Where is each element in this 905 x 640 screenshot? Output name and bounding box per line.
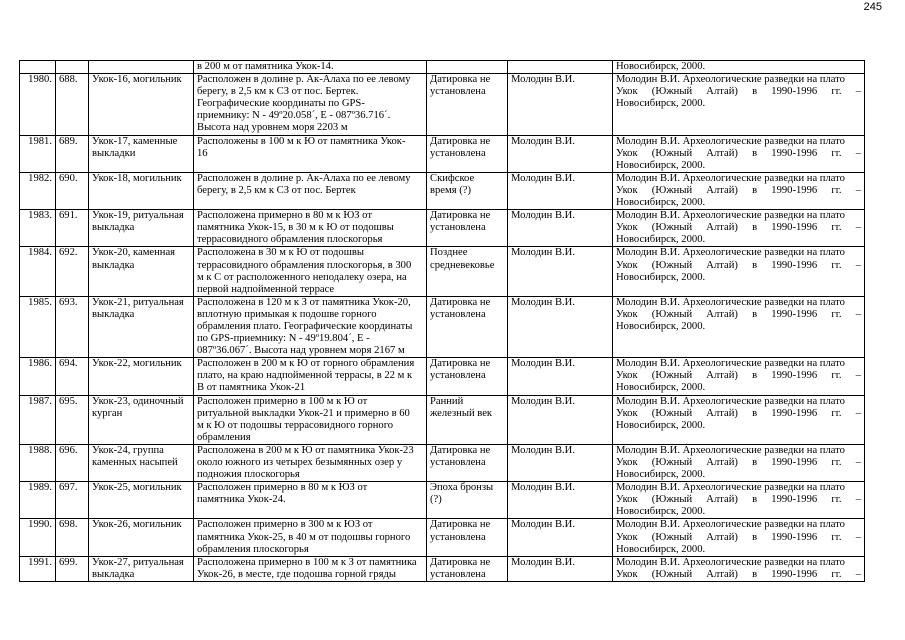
cell-location: [194, 556, 427, 581]
location-line: В от памятника Укок-21: [197, 382, 306, 394]
cell-name: [89, 172, 194, 209]
literature-line: Укок (Южный Алтай) в 1990-1996 гг. –: [616, 259, 861, 271]
cell-literature: [613, 172, 865, 209]
literature-line: Новосибирск, 2000.: [616, 271, 706, 283]
cell-number: [20, 61, 56, 74]
cell-index: [56, 395, 89, 444]
author-name: Молодин В.И.: [511, 395, 575, 407]
dating-line: установлена: [430, 568, 486, 580]
monument-name-line: Укок-17, каменные: [92, 135, 178, 147]
literature-text: Новосибирск, 2000.: [616, 61, 706, 72]
dating-line: Датировка не: [430, 135, 491, 147]
cell-literature: [613, 296, 865, 357]
monument-name-line: выкладки: [92, 147, 136, 159]
cell-location: [194, 519, 427, 556]
cell-author: [508, 482, 613, 519]
location-line: м к С от расположенного неподалеку озера, на: [197, 271, 407, 283]
cell-dating: [427, 519, 508, 556]
monument-name-line: Укок-20, каменная: [92, 247, 176, 259]
entry-number: 1991.: [28, 556, 52, 568]
entry-index: 688.: [59, 74, 78, 86]
cell-literature: [613, 444, 865, 481]
continuation-row: [20, 61, 865, 74]
location-text: в 200 м от памятника Укок-14.: [197, 61, 334, 72]
literature-line: Укок (Южный Алтай) в 1990-1996 гг. –: [616, 147, 861, 159]
cell-dating: [427, 135, 508, 172]
cell-location: [194, 296, 427, 357]
entry-index: 691.: [59, 210, 78, 222]
cell-number: [20, 296, 56, 357]
dating-line: Датировка не: [430, 519, 491, 531]
entry-index: 699.: [59, 556, 78, 568]
dating-line: Датировка не: [430, 210, 491, 222]
author-name: Молодин В.И.: [511, 210, 575, 222]
cell-number: [20, 395, 56, 444]
dating-line: установлена: [430, 147, 486, 159]
cell-author: [508, 74, 613, 135]
literature-line: Укок (Южный Алтай) в 1990-1996 гг. –: [616, 457, 861, 468]
cell-literature: [613, 556, 865, 581]
literature-line: Молодин В.И. Археологические разведки на плато: [616, 172, 845, 184]
entry-index: 695.: [59, 395, 78, 407]
dating-line: Датировка не: [430, 444, 491, 456]
author-name: Молодин В.И.: [511, 247, 575, 259]
cell-dating: [427, 172, 508, 209]
location-line: Расположен в долине р. Ак-Алаха по ее левому: [197, 172, 411, 184]
literature-line: Новосибирск, 2000.: [616, 543, 706, 555]
monuments-table: [19, 60, 865, 582]
cell-literature: [613, 482, 865, 519]
entry-number: 1990.: [28, 519, 52, 531]
cell-name: [89, 135, 194, 172]
location-line: подножия плоскогорья: [197, 469, 300, 481]
cell-dating: [427, 74, 508, 135]
monument-name-line: Укок-19, ритуальная: [92, 210, 184, 222]
cell-index: [56, 519, 89, 556]
dating-line: Датировка не: [430, 74, 491, 86]
location-line: обрамления: [197, 431, 251, 443]
cell-author: [508, 556, 613, 581]
entry-index: 693.: [59, 296, 78, 308]
table-row: [20, 395, 865, 444]
literature-line: Укок (Южный Алтай) в 1990-1996 гг. –: [616, 568, 861, 580]
cell-name: [89, 556, 194, 581]
cell-number: [20, 444, 56, 481]
location-line: Расположен в 200 м к Ю от горного обрамления: [197, 358, 415, 370]
dating-line: Скифское: [430, 172, 475, 184]
literature-line: Новосибирск, 2000.: [616, 506, 706, 518]
cell-number: [20, 482, 56, 519]
table-row: [20, 358, 865, 395]
entry-number: 1983.: [28, 210, 52, 222]
literature-line: Молодин В.И. Археологические разведки на плато: [616, 210, 845, 222]
literature-line: Новосибирск, 2000.: [616, 234, 706, 246]
monument-name-line: выкладка: [92, 259, 135, 271]
location-line: приемнику: N - 49º20.058´, E - 087º36.716´.: [197, 110, 391, 122]
literature-line: Молодин В.И. Археологические разведки на плато: [616, 444, 845, 456]
cell-dating: [427, 482, 508, 519]
author-name: Молодин В.И.: [511, 172, 575, 184]
table-row: [20, 135, 865, 172]
author-name: Молодин В.И.: [511, 74, 575, 86]
monument-name-line: Укок-16, могильник: [92, 74, 182, 86]
entry-index: 697.: [59, 482, 78, 494]
cell-location: [194, 247, 427, 296]
location-line: по GPS-приемнику: N - 49º19.804´, E -: [197, 333, 370, 345]
entry-index: 689.: [59, 135, 78, 147]
location-line: Высота над уровнем моря 2203 м: [197, 122, 348, 134]
literature-line: Укок (Южный Алтай) в 1990-1996 гг. –: [616, 86, 861, 98]
cell-literature: [613, 135, 865, 172]
cell-location: [194, 74, 427, 135]
monument-name-line: выкладка: [92, 308, 135, 320]
entry-number: 1987.: [28, 395, 52, 407]
monument-name-line: Укок-26, могильник: [92, 519, 182, 531]
cell-index: [56, 172, 89, 209]
cell-author: [508, 358, 613, 395]
cell-number: [20, 247, 56, 296]
location-line: террасовидного обрамления плоскогорья, в 300: [197, 259, 412, 271]
cell-number: [20, 556, 56, 581]
literature-line: Молодин В.И. Археологические разведки на плато: [616, 247, 845, 259]
table-row: [20, 296, 865, 357]
dating-line: Датировка не: [430, 296, 491, 308]
table-row: [20, 172, 865, 209]
author-name: Молодин В.И.: [511, 135, 575, 147]
table-row: [20, 74, 865, 135]
literature-line: Новосибирск, 2000.: [616, 159, 706, 171]
cell-name: [89, 74, 194, 135]
literature-line: Укок (Южный Алтай) в 1990-1996 гг. –: [616, 370, 861, 382]
literature-line: Новосибирск, 2000.: [616, 382, 706, 394]
author-name: Молодин В.И.: [511, 482, 575, 494]
location-line: первой надпойменной террасе: [197, 283, 335, 295]
author-name: Молодин В.И.: [511, 519, 575, 531]
cell-author: [508, 61, 613, 74]
cell-author: [508, 247, 613, 296]
location-line: обрамления плато. Географические координаты: [197, 320, 413, 332]
table-row: [20, 444, 865, 481]
dating-line: установлена: [430, 531, 486, 543]
location-line: Расположен примерно в 300 м к ЮЗ от: [197, 519, 373, 531]
cell-number: [20, 519, 56, 556]
location-line: ритуальной выкладки Укок-21 и примерно в 60: [197, 407, 410, 419]
location-line: берегу, в 2,5 км к СЗ от пос. Бертек: [197, 184, 356, 196]
cell-dating: [427, 556, 508, 581]
location-line: берегу, в 2,5 км к СЗ от пос. Бертек.: [197, 86, 359, 98]
cell-author: [508, 395, 613, 444]
author-name: Молодин В.И.: [511, 358, 575, 370]
literature-line: Укок (Южный Алтай) в 1990-1996 гг. –: [616, 222, 861, 234]
location-line: вплотную примыкая к подошве горного: [197, 308, 377, 320]
cell-literature: [613, 358, 865, 395]
monument-name-line: Укок-22, могильник: [92, 358, 182, 370]
cell-dating: [427, 61, 508, 74]
location-line: террасовидного обрамления плоскогорья: [197, 234, 383, 246]
dating-line: (?): [430, 494, 442, 506]
cell-number: [20, 74, 56, 135]
literature-line: Молодин В.И. Археологические разведки на плато: [616, 135, 845, 147]
cell-name: [89, 247, 194, 296]
location-line: Расположены в 100 м к Ю от памятника Укок-: [197, 135, 406, 147]
dating-line: железный век: [430, 407, 493, 419]
cell-location: [194, 358, 427, 395]
monument-name-line: Укок-27, ритуальная: [92, 556, 184, 568]
literature-line: Укок (Южный Алтай) в 1990-1996 гг. –: [616, 494, 861, 506]
literature-line: Укок (Южный Алтай) в 1990-1996 гг. –: [616, 184, 861, 196]
literature-line: Молодин В.И. Археологические разведки на плато: [616, 358, 845, 370]
location-line: памятника Укок-15, в 30 м к Ю от подошвы: [197, 222, 394, 234]
literature-line: Укок (Южный Алтай) в 1990-1996 гг. –: [616, 407, 861, 419]
location-line: около южного из четырех безымянных озер у: [197, 457, 403, 468]
entry-number: 1984.: [28, 247, 52, 259]
cell-author: [508, 444, 613, 481]
dating-line: Позднее: [430, 247, 468, 259]
literature-line: Новосибирск, 2000.: [616, 419, 706, 431]
dating-line: Датировка не: [430, 556, 491, 568]
entry-number: 1982.: [28, 172, 52, 184]
author-name: Молодин В.И.: [511, 556, 575, 568]
cell-name: [89, 482, 194, 519]
cell-author: [508, 135, 613, 172]
table-row: [20, 247, 865, 296]
cell-index: [56, 556, 89, 581]
cell-literature: [613, 61, 865, 74]
location-line: Географические координаты по GPS-: [197, 98, 365, 110]
location-line: 16: [197, 147, 208, 159]
cell-location: [194, 395, 427, 444]
entry-index: 690.: [59, 172, 78, 184]
cell-number: [20, 172, 56, 209]
entry-number: 1989.: [28, 482, 52, 494]
dating-line: установлена: [430, 86, 486, 98]
entry-index: 692.: [59, 247, 78, 259]
location-line: Расположена примерно в 80 м к ЮЗ от: [197, 210, 372, 222]
cell-literature: [613, 247, 865, 296]
literature-line: Молодин В.И. Археологические разведки на плато: [616, 556, 845, 568]
cell-dating: [427, 358, 508, 395]
literature-line: Молодин В.И. Археологические разведки на плато: [616, 395, 845, 407]
cell-index: [56, 296, 89, 357]
literature-line: Молодин В.И. Археологические разведки на плато: [616, 482, 845, 494]
literature-line: Молодин В.И. Археологические разведки на плато: [616, 74, 845, 86]
entry-number: 1986.: [28, 358, 52, 370]
cell-index: [56, 358, 89, 395]
cell-name: [89, 358, 194, 395]
entry-index: 694.: [59, 358, 78, 370]
monument-name-line: выкладка: [92, 568, 135, 580]
cell-name: [89, 61, 194, 74]
location-line: Расположена в 200 м к Ю от памятника Укок-23: [197, 444, 414, 456]
monument-name-line: каменных насыпей: [92, 457, 178, 468]
dating-line: время (?): [430, 184, 471, 196]
monument-name-line: Укок-23, одиночный: [92, 395, 184, 407]
monument-name-line: курган: [92, 407, 123, 419]
literature-line: Новосибирск, 2000.: [616, 320, 706, 332]
entry-number: 1981.: [28, 135, 52, 147]
location-line: Расположен примерно в 100 м к Ю от: [197, 395, 368, 407]
cell-dating: [427, 296, 508, 357]
location-line: Расположена примерно в 100 м к З от памятника: [197, 556, 417, 568]
cell-number: [20, 135, 56, 172]
cell-number: [20, 210, 56, 247]
monument-name-line: Укок-18, могильник: [92, 172, 182, 184]
cell-author: [508, 296, 613, 357]
cell-index: [56, 247, 89, 296]
cell-index: [56, 444, 89, 481]
cell-index: [56, 61, 89, 74]
dating-line: Датировка не: [430, 358, 491, 370]
cell-dating: [427, 444, 508, 481]
cell-author: [508, 172, 613, 209]
monument-name-line: выкладка: [92, 222, 135, 234]
table-body: [20, 61, 865, 582]
cell-location: [194, 482, 427, 519]
cell-literature: [613, 74, 865, 135]
dating-line: Ранний: [430, 395, 464, 407]
monument-name-line: Укок-21, ритуальная: [92, 296, 184, 308]
monument-name-line: Укок-24, группа: [92, 444, 164, 456]
literature-line: Новосибирск, 2000.: [616, 197, 706, 209]
dating-line: установлена: [430, 457, 486, 468]
cell-dating: [427, 210, 508, 247]
cell-number: [20, 358, 56, 395]
table-row: [20, 556, 865, 581]
dating-line: установлена: [430, 370, 486, 382]
cell-index: [56, 135, 89, 172]
literature-line: Укок (Южный Алтай) в 1990-1996 гг. –: [616, 531, 861, 543]
dating-line: Эпоха бронзы: [430, 482, 494, 494]
location-line: памятника Укок-25, в 40 м от подошвы горного: [197, 531, 411, 543]
dating-line: установлена: [430, 222, 486, 234]
monument-name-line: Укок-25, могильник: [92, 482, 182, 494]
cell-literature: [613, 395, 865, 444]
entry-index: 698.: [59, 519, 78, 531]
literature-line: Молодин В.И. Археологические разведки на плато: [616, 296, 845, 308]
cell-location: [194, 172, 427, 209]
cell-index: [56, 210, 89, 247]
literature-line: Новосибирск, 2000.: [616, 469, 706, 481]
cell-name: [89, 395, 194, 444]
cell-location: [194, 135, 427, 172]
table-row: [20, 519, 865, 556]
location-line: Расположена в 120 м к З от памятника Укок-20,: [197, 296, 411, 308]
location-line: Расположена в 30 м к Ю от подошвы: [197, 247, 364, 259]
location-line: м к Ю от подошвы террасовидного горного: [197, 419, 394, 431]
author-name: Молодин В.И.: [511, 444, 575, 456]
cell-literature: [613, 519, 865, 556]
entry-number: 1980.: [28, 74, 52, 86]
literature-line: Новосибирск, 2000.: [616, 98, 706, 110]
location-line: памятника Укок-24.: [197, 494, 286, 506]
location-line: плато, на краю надпойменной террасы, в 22 м к: [197, 370, 413, 382]
dating-line: средневековье: [430, 259, 495, 271]
cell-dating: [427, 395, 508, 444]
page-number: 245: [863, 1, 882, 13]
entry-number: 1988.: [28, 444, 52, 456]
cell-location: [194, 210, 427, 247]
entry-number: 1985.: [28, 296, 52, 308]
cell-name: [89, 519, 194, 556]
cell-name: [89, 444, 194, 481]
author-name: Молодин В.И.: [511, 296, 575, 308]
cell-literature: [613, 210, 865, 247]
dating-line: установлена: [430, 308, 486, 320]
location-line: 087º36.067´. Высота над уровнем моря 2167 м: [197, 345, 405, 357]
location-line: Расположен примерно в 80 м к ЮЗ от: [197, 482, 368, 494]
cell-index: [56, 74, 89, 135]
table-row: [20, 482, 865, 519]
literature-line: Укок (Южный Алтай) в 1990-1996 гг. –: [616, 308, 861, 320]
literature-line: Молодин В.И. Археологические разведки на плато: [616, 519, 845, 531]
cell-location: [194, 61, 427, 74]
cell-name: [89, 210, 194, 247]
location-line: Укок-26, в месте, где подошва горной гряды: [197, 568, 396, 580]
table-row: [20, 210, 865, 247]
cell-author: [508, 210, 613, 247]
cell-dating: [427, 247, 508, 296]
cell-name: [89, 296, 194, 357]
cell-location: [194, 444, 427, 481]
location-line: Расположен в долине р. Ак-Алаха по ее левому: [197, 74, 411, 86]
location-line: обрамления плоскогорья: [197, 543, 309, 555]
entry-index: 696.: [59, 444, 78, 456]
cell-author: [508, 519, 613, 556]
cell-index: [56, 482, 89, 519]
